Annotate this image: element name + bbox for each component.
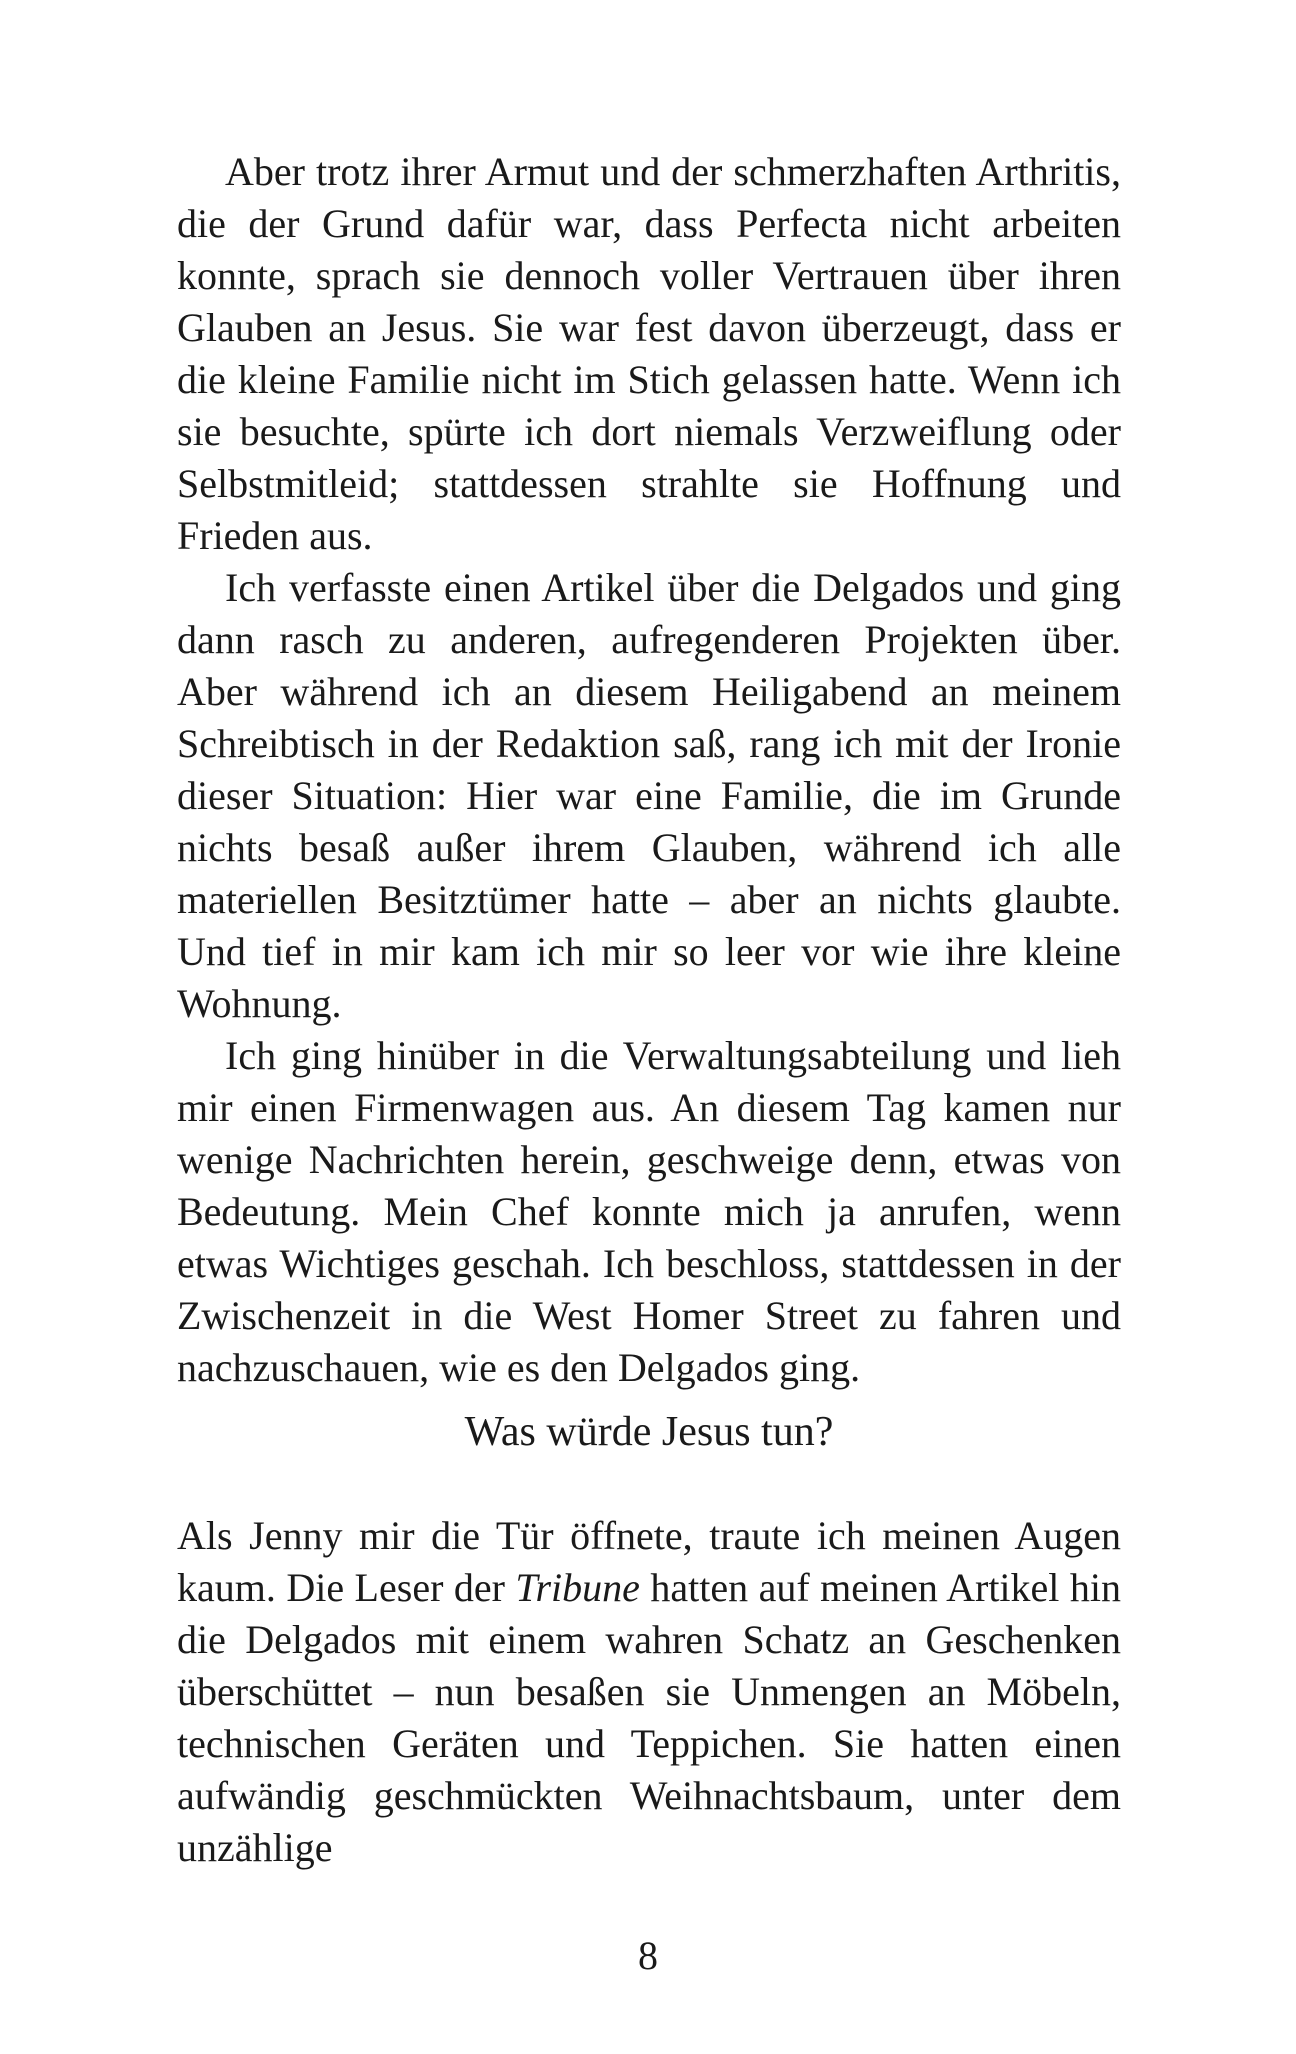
section-two (177, 1510, 1121, 1874)
paragraph (177, 1510, 1121, 1874)
page-number: 8 (638, 1933, 658, 1978)
section-heading: Was würde Jesus tun? (464, 1409, 834, 1455)
paragraph: Aber trotz ihrer Armut und der schmerzhaften Arthritis, die der Grund dafür war, dass Perfecta nicht arbeiten konnte, sprach sie dennoch voller Vertrauen über ihren Glauben an Jesus. Sie war fest davon überzeugt, dass er die kleine Familie nicht im Stich gelassen hatte. Wenn ich sie besuchte, spürte ich dort niemals Verzweiflung oder Selbstmitleid; stattdessen strahlte sie Hoffnung und Frieden aus. (177, 149, 1121, 558)
section-heading-block (177, 1406, 1121, 1458)
text-run: Als Jenny mir die Tür öffnete, traute ich meinen Augen kaum. Die Leser der (177, 1513, 1121, 1610)
paragraph: Ich ging hinüber in die Verwaltungsabteilung und lieh mir einen Firmenwagen aus. An diesem Tag kamen nur wenige Nachrichten herein, geschweige denn, etwas von Bedeutung. Mein Chef konnte mich ja anrufen, wenn etwas Wichtiges geschah. Ich beschloss, stattdessen in der Zwischenzeit in die West Homer Street zu fahren und nachzuschauen, wie es den Delgados ging. (177, 1033, 1121, 1390)
section-one (177, 146, 1121, 1394)
paragraph: Ich verfasste einen Artikel über die Delgados und ging dann rasch zu anderen, aufregenderen Projekten über. Aber während ich an diesem Heiligabend an meinem Schreibtisch in der Redaktion saß, rang ich mit der Ironie dieser Situation: Hier war eine Familie, die im Grunde nichts besaß außer ihrem Glauben, während ich alle materiellen Besitztümer hatte – aber an nichts glaubte. Und tief in mir kam ich mir so leer vor wie ihre kleine Wohnung. (177, 565, 1121, 1026)
newspaper-title: Tribune (515, 1565, 640, 1610)
text-run: hatten auf meinen Artikel hin die Delgados mit einem wahren Schatz an Geschenken überschüttet – nun besaßen sie Unmengen an Möbeln, technischen Geräten und Teppichen. Sie hatten einen aufwändig geschmückten Weihnachtsbaum, unter dem unzählige (177, 1565, 1121, 1870)
